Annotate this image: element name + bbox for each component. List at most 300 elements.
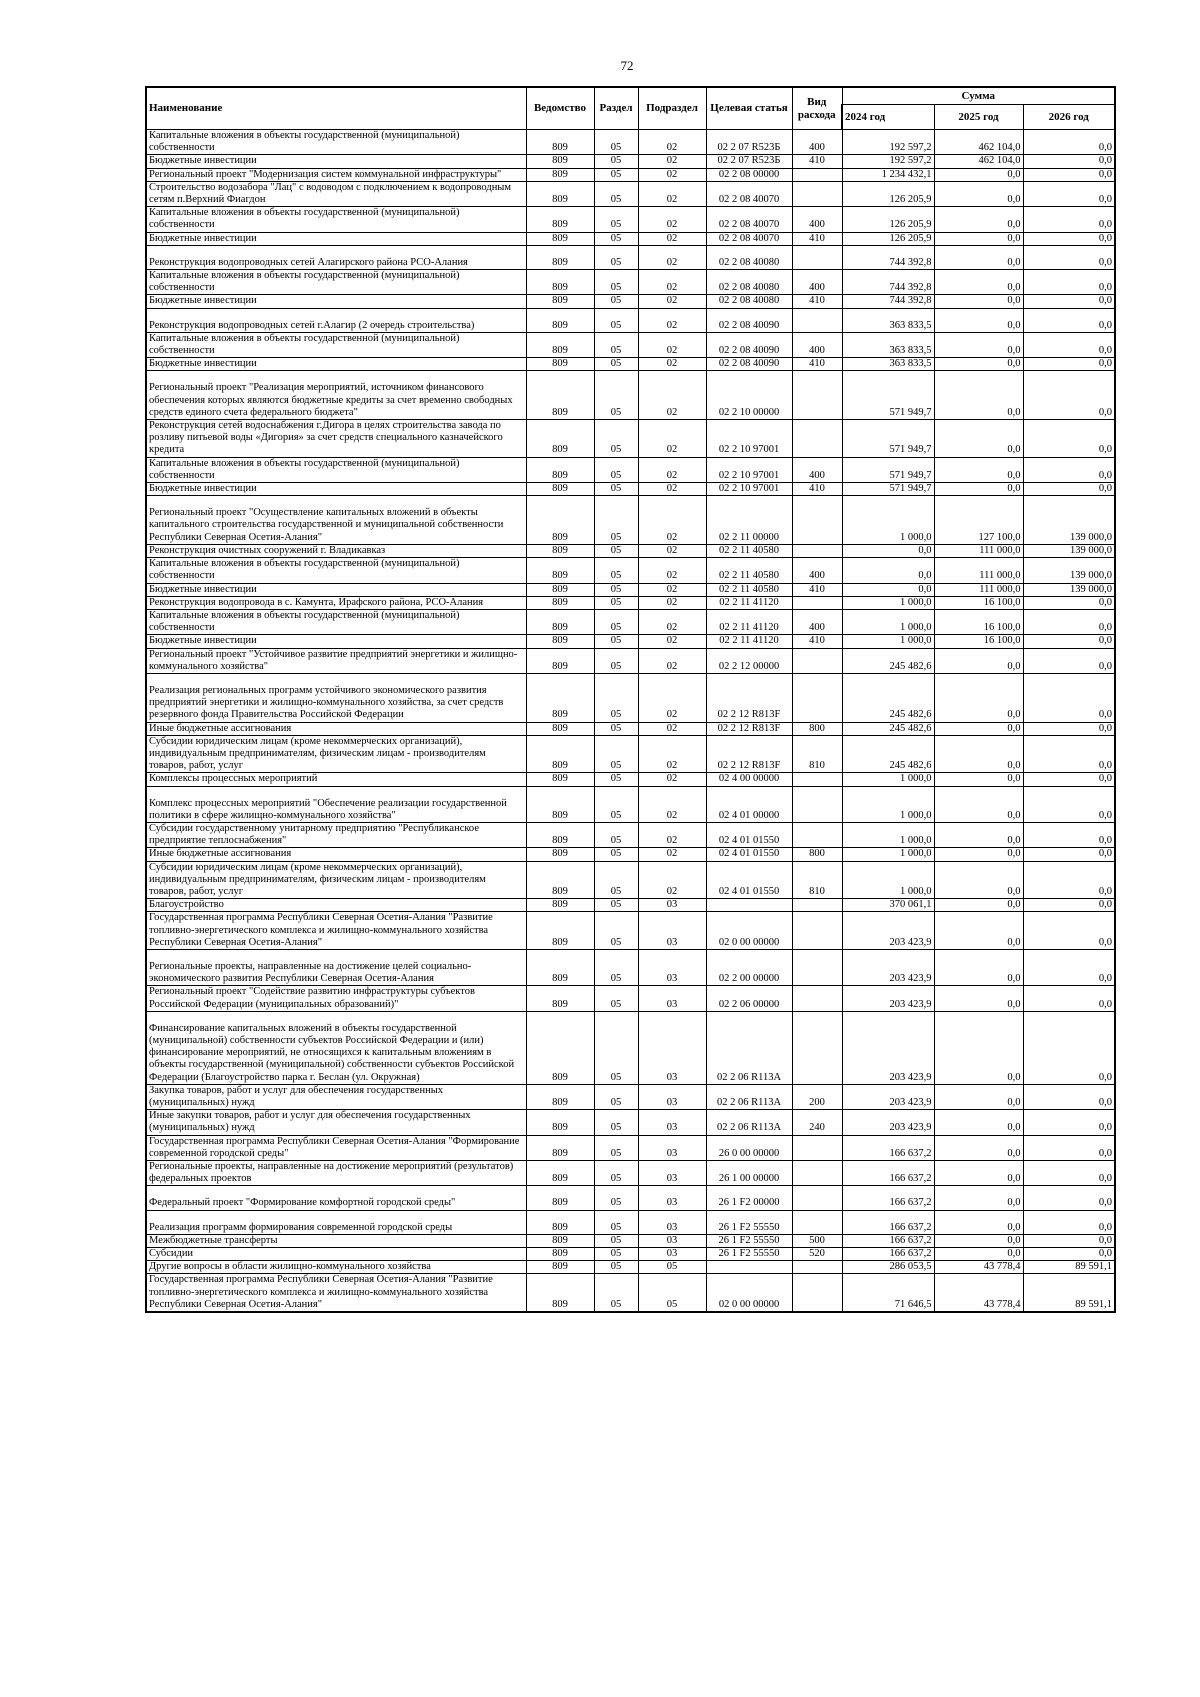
row-sum-2025: 0,0 [934, 245, 1023, 269]
row-name: Реконструкция водопроводных сетей Алагирского района РСО-Алания [146, 245, 526, 269]
row-sum-2024: 571 949,7 [842, 457, 934, 482]
table-row [146, 1110, 1115, 1135]
row-sum-2024: 571 949,7 [842, 420, 934, 458]
row-target: 26 1 00 00000 [706, 1161, 792, 1186]
row-name: Бюджетные инвестиции [146, 295, 526, 308]
row-sum-2024: 1 000,0 [842, 496, 934, 545]
row-sum-2025: 462 104,0 [934, 130, 1023, 155]
row-target: 02 2 12 R813F [706, 673, 792, 722]
row-sum-2026: 0,0 [1023, 596, 1115, 609]
row-sum-2025: 0,0 [934, 1248, 1023, 1261]
table-row [146, 986, 1115, 1011]
row-sum-2025: 0,0 [934, 1234, 1023, 1247]
header-year-2026: 2026 год [1023, 105, 1115, 130]
row-sum-2025: 0,0 [934, 483, 1023, 496]
table-row [146, 358, 1115, 371]
row-sum-2026: 0,0 [1023, 1248, 1115, 1261]
row-name: Субсидии государственному унитарному предприятию "Республиканское предприятие теплоснабжения" [146, 822, 526, 847]
row-sum-2024: 192 597,2 [842, 130, 934, 155]
row-sum-2024: 245 482,6 [842, 648, 934, 673]
table-row [146, 1084, 1115, 1109]
row-subsection: 05 [638, 1274, 706, 1312]
row-sum-2025: 0,0 [934, 861, 1023, 899]
row-sum-2025: 0,0 [934, 308, 1023, 332]
row-sum-2026: 0,0 [1023, 457, 1115, 482]
row-sum-2025: 0,0 [934, 1186, 1023, 1210]
row-section: 05 [594, 986, 638, 1011]
row-exp-type: 520 [792, 1248, 842, 1261]
row-subsection: 03 [638, 1135, 706, 1160]
row-target: 02 2 06 R113A [706, 1110, 792, 1135]
row-sum-2026: 139 000,0 [1023, 496, 1115, 545]
row-target: 02 2 11 00000 [706, 496, 792, 545]
row-subsection: 03 [638, 1234, 706, 1247]
row-sum-2026: 0,0 [1023, 1234, 1115, 1247]
row-target: 02 4 01 01550 [706, 822, 792, 847]
row-subsection: 02 [638, 596, 706, 609]
row-dept: 809 [526, 1161, 594, 1186]
row-subsection: 02 [638, 822, 706, 847]
table-row [146, 822, 1115, 847]
row-subsection: 02 [638, 207, 706, 232]
row-name: Бюджетные инвестиции [146, 155, 526, 168]
row-section: 05 [594, 1161, 638, 1186]
row-section: 05 [594, 308, 638, 332]
row-exp-type [792, 899, 842, 912]
budget-table [145, 86, 1116, 1313]
row-name: Комплексы процессных мероприятий [146, 773, 526, 786]
row-sum-2024: 571 949,7 [842, 371, 934, 420]
row-section: 05 [594, 673, 638, 722]
row-subsection: 02 [638, 270, 706, 295]
row-name: Региональный проект "Модернизация систем коммунальной инфраструктуры" [146, 168, 526, 181]
row-section: 05 [594, 1261, 638, 1274]
row-name: Региональный проект "Содействие развитию инфраструктуры субъектов Российской Федерации (муниципальных образований)" [146, 986, 526, 1011]
row-exp-type: 400 [792, 609, 842, 634]
row-target: 02 2 11 40580 [706, 558, 792, 583]
row-sum-2024: 166 637,2 [842, 1210, 934, 1234]
row-subsection: 02 [638, 358, 706, 371]
row-sum-2025: 111 000,0 [934, 558, 1023, 583]
row-target: 02 2 06 00000 [706, 986, 792, 1011]
table-row [146, 544, 1115, 557]
row-name: Региональные проекты, направленные на достижение целей социально-экономического развития Республики Северная Осетия-Алания [146, 949, 526, 985]
row-section: 05 [594, 245, 638, 269]
row-dept: 809 [526, 1186, 594, 1210]
row-sum-2026: 0,0 [1023, 270, 1115, 295]
table-row [146, 457, 1115, 482]
row-dept: 809 [526, 648, 594, 673]
row-section: 05 [594, 722, 638, 735]
table-row [146, 1161, 1115, 1186]
row-name: Закупка товаров, работ и услуг для обеспечения государственных (муниципальных) нужд [146, 1084, 526, 1109]
row-exp-type [792, 912, 842, 950]
row-sum-2026: 0,0 [1023, 1186, 1115, 1210]
row-dept: 809 [526, 596, 594, 609]
row-exp-type: 410 [792, 295, 842, 308]
row-sum-2025: 0,0 [934, 848, 1023, 861]
row-section: 05 [594, 332, 638, 357]
table-row [146, 332, 1115, 357]
row-subsection: 02 [638, 420, 706, 458]
row-dept: 809 [526, 155, 594, 168]
row-sum-2024: 245 482,6 [842, 735, 934, 773]
row-exp-type: 410 [792, 155, 842, 168]
row-dept: 809 [526, 483, 594, 496]
row-sum-2026: 0,0 [1023, 609, 1115, 634]
row-subsection: 02 [638, 861, 706, 899]
row-target: 02 2 11 41120 [706, 609, 792, 634]
row-dept: 809 [526, 899, 594, 912]
row-name: Федеральный проект "Формирование комфортной городской среды" [146, 1186, 526, 1210]
row-exp-type: 200 [792, 1084, 842, 1109]
row-exp-type: 410 [792, 232, 842, 245]
row-sum-2024: 744 392,8 [842, 245, 934, 269]
row-dept: 809 [526, 735, 594, 773]
row-sum-2025: 0,0 [934, 295, 1023, 308]
table-row [146, 609, 1115, 634]
row-section: 05 [594, 1084, 638, 1109]
row-section: 05 [594, 168, 638, 181]
row-subsection: 02 [638, 181, 706, 206]
row-sum-2025: 462 104,0 [934, 155, 1023, 168]
row-sum-2026: 139 000,0 [1023, 544, 1115, 557]
row-section: 05 [594, 232, 638, 245]
row-sum-2026: 0,0 [1023, 1210, 1115, 1234]
row-sum-2026: 0,0 [1023, 308, 1115, 332]
row-sum-2024: 203 423,9 [842, 986, 934, 1011]
row-section: 05 [594, 358, 638, 371]
row-target: 02 2 00 00000 [706, 949, 792, 985]
row-exp-type: 400 [792, 130, 842, 155]
row-target: 26 1 F2 55550 [706, 1248, 792, 1261]
row-sum-2024: 203 423,9 [842, 949, 934, 985]
row-sum-2024: 1 000,0 [842, 635, 934, 648]
row-subsection: 03 [638, 912, 706, 950]
row-section: 05 [594, 609, 638, 634]
row-exp-type: 400 [792, 558, 842, 583]
row-sum-2025: 0,0 [934, 1011, 1023, 1084]
row-sum-2024: 0,0 [842, 583, 934, 596]
row-target: 02 4 01 00000 [706, 786, 792, 822]
row-section: 05 [594, 371, 638, 420]
table-row [146, 245, 1115, 269]
row-name: Региональные проекты, направленные на достижение мероприятий (результатов) федеральных проектов [146, 1161, 526, 1186]
row-target: 02 2 11 41120 [706, 596, 792, 609]
row-sum-2025: 0,0 [934, 207, 1023, 232]
row-section: 05 [594, 786, 638, 822]
row-target: 02 2 08 40090 [706, 358, 792, 371]
row-subsection: 03 [638, 1210, 706, 1234]
row-sum-2024: 363 833,5 [842, 358, 934, 371]
row-sum-2025: 16 100,0 [934, 635, 1023, 648]
row-dept: 809 [526, 673, 594, 722]
row-name: Благоустройство [146, 899, 526, 912]
row-sum-2025: 0,0 [934, 1135, 1023, 1160]
row-subsection: 02 [638, 609, 706, 634]
table-row [146, 295, 1115, 308]
row-subsection: 02 [638, 308, 706, 332]
row-exp-type: 410 [792, 583, 842, 596]
row-sum-2026: 89 591,1 [1023, 1274, 1115, 1312]
row-sum-2025: 111 000,0 [934, 544, 1023, 557]
row-sum-2024: 1 234 432,1 [842, 168, 934, 181]
row-target: 02 2 08 40090 [706, 332, 792, 357]
row-sum-2025: 0,0 [934, 358, 1023, 371]
row-section: 05 [594, 635, 638, 648]
row-sum-2025: 111 000,0 [934, 583, 1023, 596]
row-exp-type [792, 371, 842, 420]
table-header [146, 87, 1115, 130]
row-name: Капитальные вложения в объекты государственной (муниципальной) собственности [146, 609, 526, 634]
row-sum-2025: 0,0 [934, 1084, 1023, 1109]
row-sum-2025: 0,0 [934, 722, 1023, 735]
header-section: Раздел [594, 87, 638, 130]
row-sum-2024: 166 637,2 [842, 1161, 934, 1186]
row-target: 26 1 F2 55550 [706, 1210, 792, 1234]
row-name: Строительство водозабора "Лац" с водоводом с подключением к водопроводным сетям п.Верхний Фиагдон [146, 181, 526, 206]
row-sum-2025: 0,0 [934, 773, 1023, 786]
row-subsection: 03 [638, 899, 706, 912]
row-sum-2024: 363 833,5 [842, 308, 934, 332]
row-section: 05 [594, 1274, 638, 1312]
row-dept: 809 [526, 912, 594, 950]
row-dept: 809 [526, 635, 594, 648]
row-name: Иные закупки товаров, работ и услуг для обеспечения государственных (муниципальных) нужд [146, 1110, 526, 1135]
row-sum-2024: 370 061,1 [842, 899, 934, 912]
table-row [146, 270, 1115, 295]
row-section: 05 [594, 155, 638, 168]
row-name: Государственная программа Республики Северная Осетия-Алания "Развитие топливно-энергетического комплекса и жилищно-коммунального хозяйства Республики Северная Осетия-Алания" [146, 1274, 526, 1312]
row-dept: 809 [526, 358, 594, 371]
row-dept: 809 [526, 609, 594, 634]
row-target: 02 2 08 40070 [706, 207, 792, 232]
row-sum-2024: 363 833,5 [842, 332, 934, 357]
row-name: Бюджетные инвестиции [146, 583, 526, 596]
row-sum-2025: 0,0 [934, 899, 1023, 912]
table-row [146, 899, 1115, 912]
row-sum-2024: 126 205,9 [842, 207, 934, 232]
row-dept: 809 [526, 1274, 594, 1312]
row-target: 02 0 00 00000 [706, 1274, 792, 1312]
row-exp-type [792, 1011, 842, 1084]
table-row [146, 735, 1115, 773]
row-target: 02 2 08 40080 [706, 245, 792, 269]
row-sum-2024: 166 637,2 [842, 1234, 934, 1247]
row-exp-type [792, 1274, 842, 1312]
header-name: Наименование [146, 87, 526, 130]
row-target: 02 2 12 R813F [706, 722, 792, 735]
row-section: 05 [594, 912, 638, 950]
row-section: 05 [594, 420, 638, 458]
row-sum-2024: 1 000,0 [842, 861, 934, 899]
row-sum-2025: 0,0 [934, 232, 1023, 245]
row-exp-type [792, 673, 842, 722]
row-dept: 809 [526, 1084, 594, 1109]
row-section: 05 [594, 130, 638, 155]
row-dept: 809 [526, 722, 594, 735]
row-dept: 809 [526, 168, 594, 181]
row-sum-2024: 126 205,9 [842, 181, 934, 206]
row-name: Региональный проект "Осуществление капитальных вложений в объекты капитального строительства государственной и муниципальной собственности Республики Северная Осетия-Алания" [146, 496, 526, 545]
row-name: Капитальные вложения в объекты государственной (муниципальной) собственности [146, 558, 526, 583]
row-exp-type: 400 [792, 270, 842, 295]
row-dept: 809 [526, 496, 594, 545]
row-target: 26 0 00 00000 [706, 1135, 792, 1160]
row-dept: 809 [526, 558, 594, 583]
row-sum-2025: 0,0 [934, 735, 1023, 773]
row-subsection: 05 [638, 1261, 706, 1274]
row-exp-type [792, 986, 842, 1011]
row-exp-type: 410 [792, 635, 842, 648]
row-dept: 809 [526, 773, 594, 786]
row-name: Капитальные вложения в объекты государственной (муниципальной) собственности [146, 207, 526, 232]
row-section: 05 [594, 861, 638, 899]
row-subsection: 03 [638, 986, 706, 1011]
row-name: Бюджетные инвестиции [146, 483, 526, 496]
row-name: Реконструкция водопроводных сетей г.Алагир (2 очередь строительства) [146, 308, 526, 332]
row-dept: 809 [526, 270, 594, 295]
row-subsection: 02 [638, 735, 706, 773]
row-target: 02 2 10 97001 [706, 483, 792, 496]
row-sum-2025: 0,0 [934, 949, 1023, 985]
row-target: 02 2 10 97001 [706, 457, 792, 482]
row-exp-type [792, 308, 842, 332]
row-target: 02 2 06 R113A [706, 1011, 792, 1084]
row-sum-2026: 139 000,0 [1023, 583, 1115, 596]
row-sum-2026: 0,0 [1023, 786, 1115, 822]
table-row [146, 861, 1115, 899]
row-sum-2026: 0,0 [1023, 245, 1115, 269]
row-target: 02 2 12 00000 [706, 648, 792, 673]
row-sum-2026: 0,0 [1023, 358, 1115, 371]
row-name: Субсидии [146, 1248, 526, 1261]
table-row [146, 596, 1115, 609]
row-dept: 809 [526, 232, 594, 245]
row-dept: 809 [526, 822, 594, 847]
row-dept: 809 [526, 207, 594, 232]
row-sum-2025: 0,0 [934, 168, 1023, 181]
row-exp-type [792, 1161, 842, 1186]
row-target: 02 2 06 R113A [706, 1084, 792, 1109]
row-exp-type [792, 181, 842, 206]
row-exp-type [792, 544, 842, 557]
row-sum-2026: 0,0 [1023, 635, 1115, 648]
header-sum: Сумма [842, 87, 1115, 105]
row-exp-type [792, 1261, 842, 1274]
row-target: 02 0 00 00000 [706, 912, 792, 950]
row-sum-2026: 0,0 [1023, 648, 1115, 673]
row-exp-type: 800 [792, 848, 842, 861]
table-row [146, 635, 1115, 648]
row-sum-2025: 0,0 [934, 457, 1023, 482]
row-sum-2026: 0,0 [1023, 207, 1115, 232]
row-name: Государственная программа Республики Северная Осетия-Алания "Развитие топливно-энергетического комплекса и жилищно-коммунального хозяйства Республики Северная Осетия-Алания" [146, 912, 526, 950]
row-section: 05 [594, 270, 638, 295]
row-dept: 809 [526, 295, 594, 308]
table-row [146, 181, 1115, 206]
table-row [146, 848, 1115, 861]
row-sum-2026: 0,0 [1023, 986, 1115, 1011]
header-year-2024: 2024 год [842, 105, 934, 130]
row-sum-2024: 126 205,9 [842, 232, 934, 245]
table-row [146, 1135, 1115, 1160]
row-sum-2026: 0,0 [1023, 130, 1115, 155]
row-sum-2026: 0,0 [1023, 673, 1115, 722]
row-sum-2024: 203 423,9 [842, 1110, 934, 1135]
row-subsection: 02 [638, 773, 706, 786]
row-sum-2025: 0,0 [934, 420, 1023, 458]
row-sum-2026: 0,0 [1023, 420, 1115, 458]
row-name: Капитальные вложения в объекты государственной (муниципальной) собственности [146, 270, 526, 295]
row-section: 05 [594, 899, 638, 912]
row-subsection: 02 [638, 371, 706, 420]
row-subsection: 02 [638, 648, 706, 673]
row-sum-2026: 0,0 [1023, 722, 1115, 735]
row-target: 02 2 08 40070 [706, 181, 792, 206]
row-exp-type [792, 496, 842, 545]
row-exp-type [792, 168, 842, 181]
header-year-2025: 2025 год [934, 105, 1023, 130]
row-sum-2026: 0,0 [1023, 1110, 1115, 1135]
row-exp-type [792, 1135, 842, 1160]
row-section: 05 [594, 207, 638, 232]
table-row [146, 483, 1115, 496]
row-sum-2024: 0,0 [842, 544, 934, 557]
row-section: 05 [594, 583, 638, 596]
row-target: 02 4 01 01550 [706, 848, 792, 861]
row-section: 05 [594, 596, 638, 609]
row-subsection: 02 [638, 583, 706, 596]
row-sum-2026: 0,0 [1023, 168, 1115, 181]
row-sum-2025: 0,0 [934, 1110, 1023, 1135]
row-dept: 809 [526, 583, 594, 596]
row-section: 05 [594, 457, 638, 482]
row-exp-type: 800 [792, 722, 842, 735]
row-subsection: 02 [638, 130, 706, 155]
row-target: 26 1 F2 55550 [706, 1234, 792, 1247]
row-sum-2026: 0,0 [1023, 861, 1115, 899]
row-name: Субсидии юридическим лицам (кроме некоммерческих организаций), индивидуальным предпринимателям, физическим лицам - производителям товаров, работ, услуг [146, 861, 526, 899]
table-row [146, 420, 1115, 458]
row-sum-2025: 0,0 [934, 648, 1023, 673]
table-row [146, 949, 1115, 985]
row-sum-2026: 0,0 [1023, 181, 1115, 206]
row-subsection: 03 [638, 1084, 706, 1109]
row-section: 05 [594, 1011, 638, 1084]
row-section: 05 [594, 949, 638, 985]
row-subsection: 02 [638, 483, 706, 496]
row-dept: 809 [526, 332, 594, 357]
row-sum-2024: 203 423,9 [842, 1084, 934, 1109]
row-subsection: 02 [638, 848, 706, 861]
row-exp-type [792, 648, 842, 673]
row-sum-2026: 0,0 [1023, 232, 1115, 245]
table-row [146, 1261, 1115, 1274]
row-dept: 809 [526, 181, 594, 206]
row-exp-type [792, 1210, 842, 1234]
table-row [146, 583, 1115, 596]
table-row [146, 1234, 1115, 1247]
row-target: 26 1 F2 00000 [706, 1186, 792, 1210]
row-subsection: 02 [638, 155, 706, 168]
table-row [146, 558, 1115, 583]
row-target: 02 2 08 40090 [706, 308, 792, 332]
table-row [146, 1248, 1115, 1261]
row-exp-type: 400 [792, 332, 842, 357]
row-sum-2025: 127 100,0 [934, 496, 1023, 545]
table-row [146, 371, 1115, 420]
